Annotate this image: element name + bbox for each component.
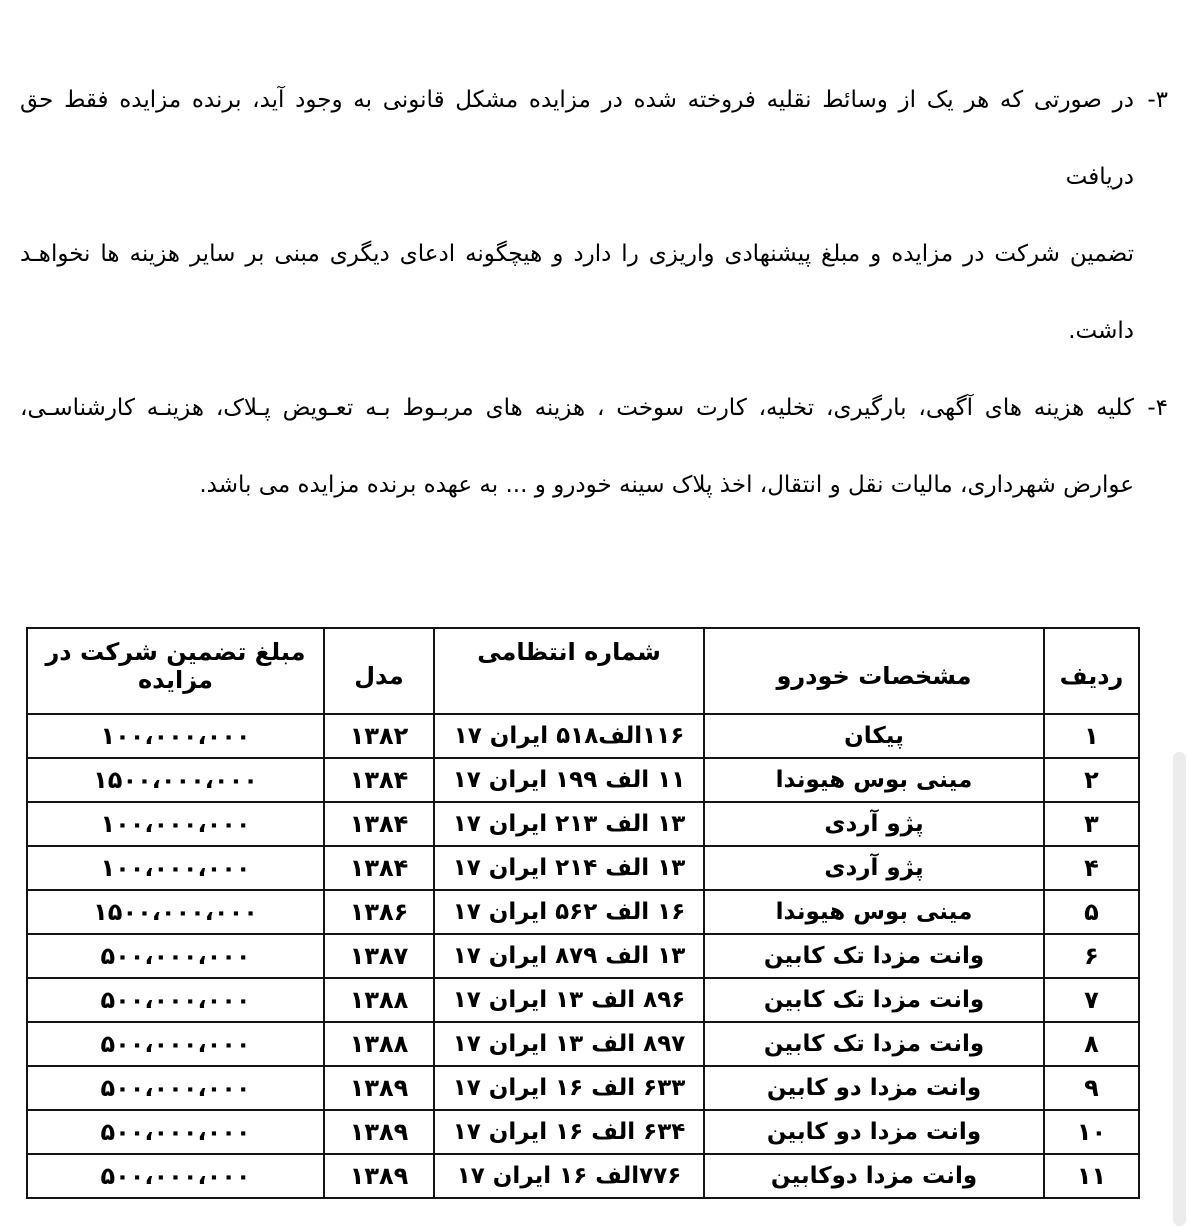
terms-item-3-line-2: تضمین شرکت در مزایده و مبلغ پیشنهادی واریزی را دارد و هیچگونه ادعای دیگری مبنی بر سایر هزینه ها نخواهـد xyxy=(20,241,1134,267)
cell-guarantee-amount: ۱۵۰۰،۰۰۰،۰۰۰ xyxy=(27,758,324,802)
cell-model-year: ۱۳۸۸ xyxy=(324,1022,434,1066)
cell-model-year: ۱۳۸۹ xyxy=(324,1154,434,1198)
terms-item-4-line-2: عوارض شهرداری، مالیات نقل و انتقال، اخذ پلاک سینه خودرو و ... به عهده برنده مزایده می باشد. xyxy=(199,472,1134,498)
cell-guarantee-amount: ۵۰۰،۰۰۰،۰۰۰ xyxy=(27,1066,324,1110)
cell-guarantee-amount: ۵۰۰،۰۰۰،۰۰۰ xyxy=(27,978,324,1022)
cell-model-year: ۱۳۸۴ xyxy=(324,758,434,802)
cell-row-number: ۴ xyxy=(1044,846,1139,890)
table-header xyxy=(27,628,1139,714)
terms-item-4-line-1: کلیه هزینه های آگهی، بارگیری، تخلیه، کارت سوخت ، هزینه های مربـوط بـه تعـویض پـلاک، هزینـه کارشناسـی، xyxy=(20,395,1134,421)
cell-row-number: ۲ xyxy=(1044,758,1139,802)
cell-plate-number: ۶۳۳ الف ۱۶ ایران ۱۷ xyxy=(434,1066,704,1110)
cell-vehicle-spec: پژو آردی xyxy=(704,802,1044,846)
table-row xyxy=(27,846,1139,890)
cell-vehicle-spec: وانت مزدا دو کابین xyxy=(704,1110,1044,1154)
table-row xyxy=(27,1022,1139,1066)
table-row xyxy=(27,1066,1139,1110)
cell-row-number: ۱ xyxy=(1044,714,1139,758)
terms-item-4 xyxy=(20,370,1168,524)
cell-row-number: ۱۱ xyxy=(1044,1154,1139,1198)
cell-model-year: ۱۳۸۹ xyxy=(324,1066,434,1110)
table-row xyxy=(27,978,1139,1022)
cell-model-year: ۱۳۸۴ xyxy=(324,802,434,846)
cell-guarantee-amount: ۱۵۰۰،۰۰۰،۰۰۰ xyxy=(27,890,324,934)
cell-guarantee-amount: ۱۰۰،۰۰۰،۰۰۰ xyxy=(27,714,324,758)
table-row xyxy=(27,934,1139,978)
cell-plate-number: ۸۹۷ الف ۱۳ ایران ۱۷ xyxy=(434,1022,704,1066)
cell-plate-number: ۱۶ الف ۵۶۲ ایران ۱۷ xyxy=(434,890,704,934)
cell-row-number: ۵ xyxy=(1044,890,1139,934)
table-header-row xyxy=(27,628,1139,714)
cell-row-number: ۳ xyxy=(1044,802,1139,846)
scan-artifact-strip xyxy=(1173,752,1186,1226)
cell-vehicle-spec: پیکان xyxy=(704,714,1044,758)
terms-item-3-line-1: در صورتی که هر یک از وسائط نقلیه فروخته شده در مزایده مشکل قانونی به وجود آید، برنده مزایده فقط حق دریافت xyxy=(20,87,1134,190)
cell-vehicle-spec: وانت مزدا دو کابین xyxy=(704,1066,1044,1110)
cell-vehicle-spec: وانت مزدا تک کابین xyxy=(704,978,1044,1022)
cell-row-number: ۱۰ xyxy=(1044,1110,1139,1154)
header-model-year: مدل xyxy=(324,628,434,714)
table-body xyxy=(27,714,1139,1198)
header-vehicle-spec: مشخصات خودرو xyxy=(704,628,1044,714)
cell-guarantee-amount: ۵۰۰،۰۰۰،۰۰۰ xyxy=(27,1022,324,1066)
cell-vehicle-spec: وانت مزدا تک کابین xyxy=(704,1022,1044,1066)
table-row xyxy=(27,802,1139,846)
item-3-number: ۳- xyxy=(1147,87,1168,113)
item-4-number: ۴- xyxy=(1147,395,1168,421)
cell-model-year: ۱۳۸۴ xyxy=(324,846,434,890)
cell-guarantee-amount: ۵۰۰،۰۰۰،۰۰۰ xyxy=(27,1110,324,1154)
header-plate-number: شماره انتظامی xyxy=(434,628,704,714)
cell-guarantee-amount: ۵۰۰،۰۰۰،۰۰۰ xyxy=(27,934,324,978)
cell-vehicle-spec: وانت مزدا تک کابین xyxy=(704,934,1044,978)
cell-vehicle-spec: مینی بوس هیوندا xyxy=(704,758,1044,802)
cell-model-year: ۱۳۸۲ xyxy=(324,714,434,758)
table-row xyxy=(27,758,1139,802)
table-row xyxy=(27,714,1139,758)
cell-plate-number: ۱۱ الف ۱۹۹ ایران ۱۷ xyxy=(434,758,704,802)
terms-item-3 xyxy=(20,62,1168,370)
cell-model-year: ۱۳۸۹ xyxy=(324,1110,434,1154)
table-row xyxy=(27,1154,1139,1198)
cell-row-number: ۶ xyxy=(1044,934,1139,978)
header-row-number: ردیف xyxy=(1044,628,1139,714)
cell-guarantee-amount: ۵۰۰،۰۰۰،۰۰۰ xyxy=(27,1154,324,1198)
cell-model-year: ۱۳۸۶ xyxy=(324,890,434,934)
header-guarantee-amount: مبلغ تضمین شرکت در مزایده xyxy=(27,628,324,714)
cell-row-number: ۷ xyxy=(1044,978,1139,1022)
cell-row-number: ۹ xyxy=(1044,1066,1139,1110)
table-row xyxy=(27,890,1139,934)
cell-plate-number: ۸۹۶ الف ۱۳ ایران ۱۷ xyxy=(434,978,704,1022)
cell-model-year: ۱۳۸۸ xyxy=(324,978,434,1022)
cell-plate-number: ۷۷۶الف ۱۶ ایران ۱۷ xyxy=(434,1154,704,1198)
cell-vehicle-spec: وانت مزدا دوکابین xyxy=(704,1154,1044,1198)
cell-plate-number: ۶۳۴ الف ۱۶ ایران ۱۷ xyxy=(434,1110,704,1154)
cell-plate-number: ۱۱۶الف۵۱۸ ایران ۱۷ xyxy=(434,714,704,758)
cell-vehicle-spec: مینی بوس هیوندا xyxy=(704,890,1044,934)
cell-guarantee-amount: ۱۰۰،۰۰۰،۰۰۰ xyxy=(27,802,324,846)
cell-plate-number: ۱۳ الف ۸۷۹ ایران ۱۷ xyxy=(434,934,704,978)
cell-plate-number: ۱۳ الف ۲۱۳ ایران ۱۷ xyxy=(434,802,704,846)
cell-guarantee-amount: ۱۰۰،۰۰۰،۰۰۰ xyxy=(27,846,324,890)
table-row xyxy=(27,1110,1139,1154)
terms-text-block xyxy=(0,0,1190,524)
cell-vehicle-spec: پژو آردی xyxy=(704,846,1044,890)
cell-model-year: ۱۳۸۷ xyxy=(324,934,434,978)
cell-row-number: ۸ xyxy=(1044,1022,1139,1066)
auction-vehicles-table xyxy=(26,627,1140,1199)
terms-item-3-line-3: داشت. xyxy=(1068,318,1134,344)
cell-plate-number: ۱۳ الف ۲۱۴ ایران ۱۷ xyxy=(434,846,704,890)
